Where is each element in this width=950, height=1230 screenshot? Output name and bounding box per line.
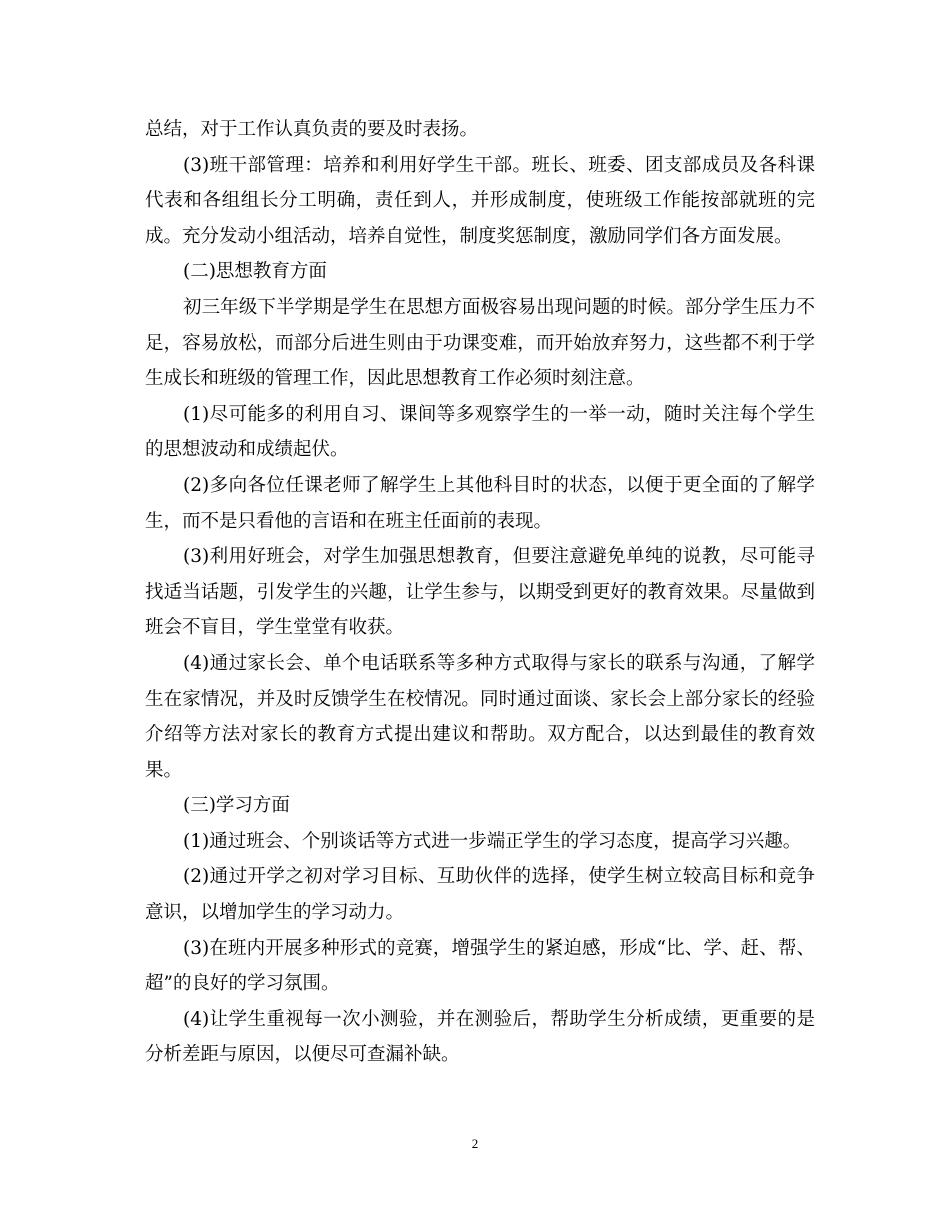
paragraph-ideological-item-3: (3)利用好班会，对学生加强思想教育，但要注意避免单纯的说教，尽可能寻找适当话题，引发学生的兴趣，让学生参与，以期受到更好的教育效果。尽量做到班会不盲目，学生堂堂有收获。 — [145, 546, 815, 639]
paragraph-study-item-2: (2)通过开学之初对学习目标、互助伙伴的选择，使学生树立较高目标和竞争意识，以增加学生的学习动力。 — [145, 866, 815, 924]
paragraph-ideological-item-1: (1)尽可能多的利用自习、课间等多观察学生的一举一动，随时关注每个学生的思想波动和成绩起伏。 — [145, 403, 815, 461]
paragraph-ideological-item-4: (4)通过家长会、单个电话联系等多种方式取得与家长的联系与沟通，了解学生在家情况，并及时反馈学生在校情况。同时通过面谈、家长会上部分家长的经验介绍等方法对家长的教育方式提出建议和帮助。双方配合，以达到最佳的教育效果。 — [145, 652, 815, 781]
paragraph-summary-continuation: 总结，对于工作认真负责的要及时表扬。 — [145, 119, 479, 140]
section-heading-study: (三)学习方面 — [183, 795, 290, 817]
page-number: 2 — [471, 1136, 479, 1151]
section-heading-ideological-education: (二)思想教育方面 — [183, 261, 327, 283]
paragraph-ideological-overview: 初三年级下半学期是学生在思想方面极容易出现问题的时候。部分学生压力不足，容易放松，而部分后进生则由于功课变难，而开始放弃努力，这些都不利于学生成长和班级的管理工作，因此思想教育工作必须时刻注意。 — [145, 296, 815, 390]
paragraph-study-item-1: (1)通过班会、个别谈话等方式进一步端正学生的学习态度，提高学习兴趣。 — [183, 830, 802, 852]
paragraph-class-cadre-management: (3)班干部管理：培养和利用好学生干部。班长、班委、团支部成员及各科课代表和各组组长分工明确，责任到人，并形成制度，使班级工作能按部就班的完成。充分发动小组活动，培养自觉性，制度奖惩制度，激励同学们各方面发展。 — [145, 154, 815, 247]
paragraph-study-item-4: (4)让学生重视每一次小测验，并在测验后，帮助学生分析成绩，更重要的是分析差距与原因，以便尽可查漏补缺。 — [145, 1008, 815, 1066]
document-body — [145, 112, 815, 1073]
paragraph-study-item-3: (3)在班内开展多种形式的竞赛，增强学生的紧迫感，形成“比、学、赶、帮、超”的良好的学习氛围。 — [145, 937, 815, 995]
paragraph-ideological-item-2: (2)多向各位任课老师了解学生上其他科目时的状态，以便于更全面的了解学生，而不是只看他的言语和在班主任面前的表现。 — [145, 474, 815, 532]
